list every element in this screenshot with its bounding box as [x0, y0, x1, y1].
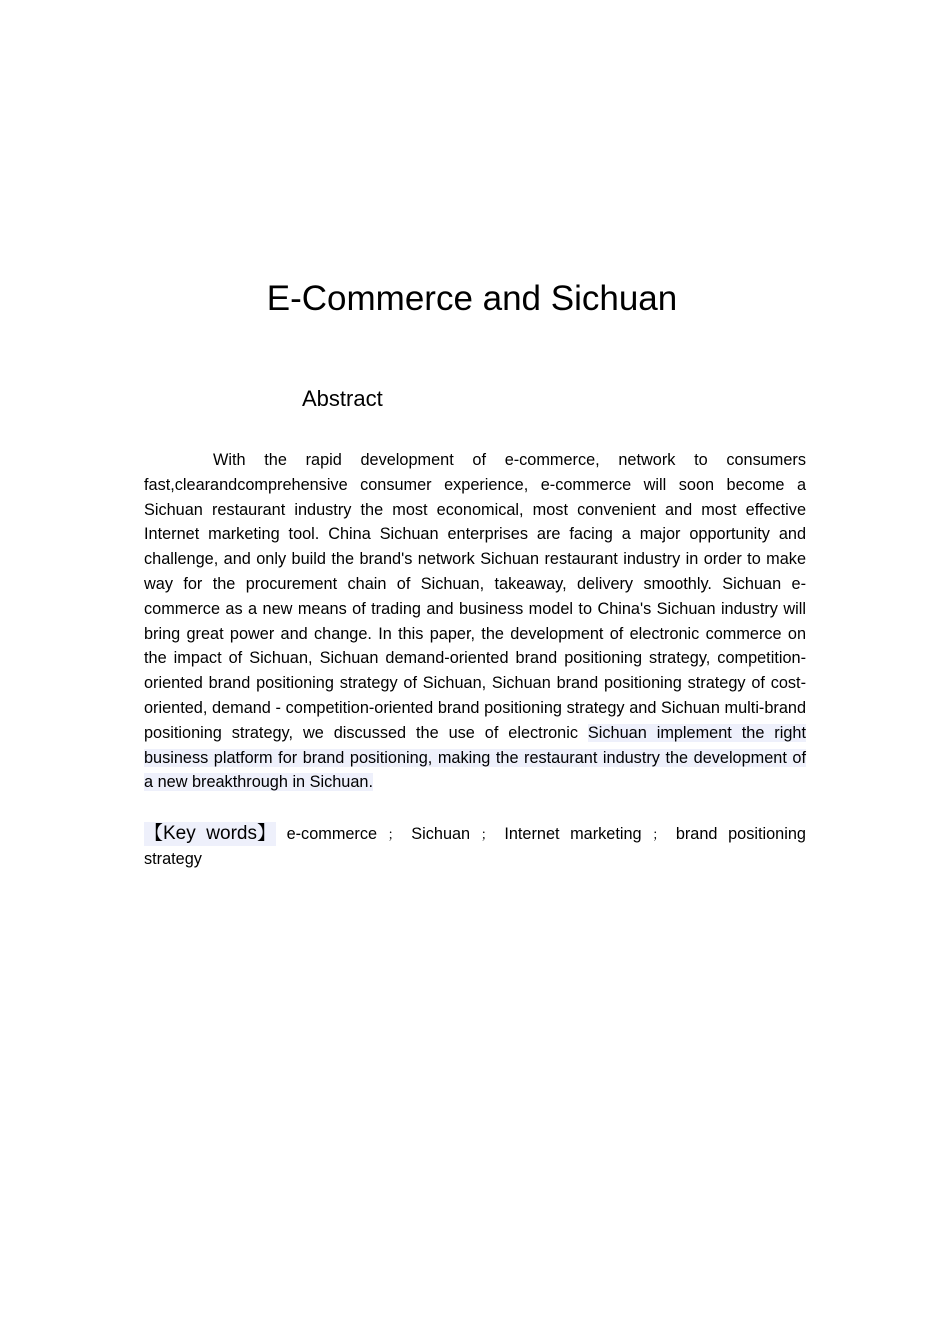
abstract-heading: Abstract — [302, 386, 383, 411]
keyword-separator: ； — [387, 827, 401, 842]
abstract-body — [144, 448, 806, 795]
abstract-highlighted-text: Sichuan implement the right business platform for brand positioning, making the restaurant industry the development of a new breakthrough in Sichuan. — [144, 723, 806, 792]
keyword-item: positioning — [728, 825, 806, 843]
keyword-separator: ； — [480, 827, 494, 842]
keyword-item: Sichuan — [411, 825, 471, 843]
keyword-separator: ； — [652, 827, 666, 842]
keyword-item: marketing — [570, 825, 642, 843]
keyword-item: e-commerce — [286, 825, 378, 843]
keywords-label: 【Key words】 — [144, 823, 276, 844]
keyword-item: strategy — [144, 850, 202, 868]
keyword-item: brand — [675, 825, 718, 843]
abstract-text: With the rapid development of e-commerce, network to consumers fast,clearandcomprehensive consumer experience, e-commerce will soon become a Sichuan restaurant industry the most economical, most convenient and most effective Internet marketing tool. China Sichuan enterprises are facing a major opportunity and challenge, and only build the brand's network Sichuan restaurant industry in order to make way for the procurement chain of Sichuan, takeaway, delivery smoothly. Sichuan e-commerce as a new means of trading and business model to China's Sichuan industry will bring great power and change. In this paper, the development of electronic commerce on the impact of Sichuan, Sichuan demand-oriented brand positioning strategy, competition-oriented brand positioning strategy of Sichuan, Sichuan brand positioning strategy of cost-oriented, demand - competition-oriented brand positioning strategy and Sichuan multi-brand positioning strategy, we discussed the use of electronic — [144, 451, 806, 742]
document-title: E-Commerce and Sichuan — [266, 279, 678, 318]
keyword-item: Internet — [504, 825, 560, 843]
keywords-line — [144, 822, 806, 847]
keywords-section — [144, 822, 806, 871]
